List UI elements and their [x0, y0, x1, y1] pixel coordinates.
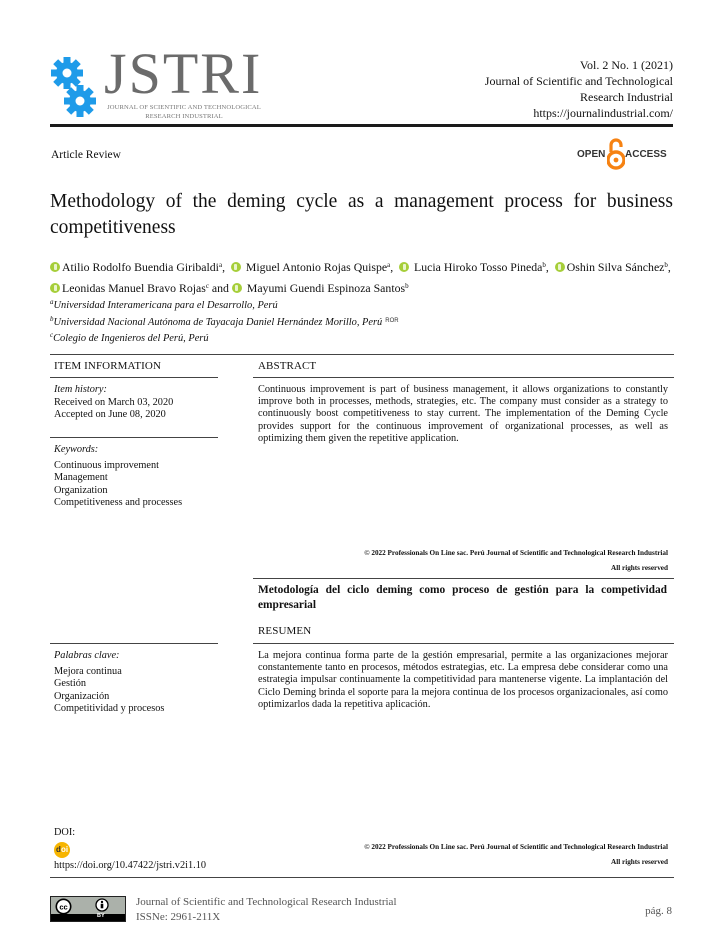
- orcid-icon[interactable]: [555, 262, 565, 272]
- abstract-heading: ABSTRACT: [258, 360, 317, 372]
- open-access-badge: [577, 137, 675, 171]
- keyword: Management: [54, 472, 108, 483]
- rights-reserved: All rights reserved: [611, 858, 668, 866]
- accepted-date: Accepted on June 08, 2020: [54, 409, 166, 420]
- svg-text:cc: cc: [59, 902, 68, 912]
- keyword: Continuous improvement: [54, 459, 159, 471]
- author-separator: ,: [222, 260, 228, 274]
- author-name[interactable]: Mayumi Guendi Espinoza Santos: [246, 281, 406, 295]
- author-separator: ,: [390, 260, 397, 274]
- author-separator: and: [208, 281, 232, 295]
- author-name[interactable]: Leonidas Manuel Bravo Rojas: [62, 281, 206, 295]
- cc-by-license-badge[interactable]: [50, 896, 126, 922]
- abstract-divider: [253, 377, 674, 378]
- author-affiliation-mark: a: [387, 261, 391, 269]
- author-affiliation-mark: b: [405, 282, 409, 290]
- received-date: Received on March 03, 2020: [54, 396, 174, 408]
- affiliation-mark: a: [50, 298, 54, 306]
- footer-journal-name: Journal of Scientific and Technological Research Industrial: [136, 896, 397, 908]
- doi-icon-d: d: [56, 845, 61, 854]
- section-divider: [50, 354, 674, 355]
- affiliation: [50, 296, 399, 313]
- copyright-notice-footer: [364, 840, 668, 870]
- journal-name-line1: Journal of Scientific and Technological: [484, 74, 673, 88]
- author: [552, 260, 671, 274]
- header-divider: [50, 124, 673, 127]
- affiliation: [50, 329, 399, 346]
- abstract-text: Continuous improvement is part of business management, it allows organizations to constantly improve both in processes, methods, strategies, etc. The company must consider as a strategy to continuously boost competitiveness to stay current. The implementation of the Deming Cycle provides support for the continuous improvement of organizational processes, as well as optimizing them given the repetitive application.: [258, 384, 668, 444]
- palabras-divider: [50, 643, 218, 644]
- keywords-divider: [50, 437, 218, 438]
- spanish-section-divider: [253, 578, 674, 579]
- by-label: BY: [97, 913, 105, 919]
- journal-url[interactable]: https://journalindustrial.com/: [533, 106, 673, 120]
- affiliation-text: Universidad Nacional Autónoma de Tayacaja Daniel Hernández Morillo, Perú: [53, 316, 383, 328]
- orcid-icon[interactable]: [50, 262, 60, 272]
- copyright-line: © 2022 Professionals On Line sac. Perú Journal of Scientific and Technological Research Industrial: [364, 549, 668, 557]
- author-separator: ,: [545, 260, 552, 274]
- author: [228, 260, 396, 274]
- page-number: pág. 8: [645, 905, 672, 917]
- resumen-text: La mejora continua forma parte de la gestión empresarial, permite a las organizaciones mejorar constantemente tanto en procesos, métodos estrategias, etc. La empresa debe considerar como una estrategia impulsar continuamente la competitividad para mantenerse vigente. La implantación del Ciclo Deming brinda el soporte para la mejora continua de los procesos organizacionales, así como optimizarlos dada la repetitiva aplicación.: [258, 650, 668, 710]
- footer-journal-info: [136, 895, 397, 925]
- affiliation-text: Universidad Interamericana para el Desarrollo, Perú: [53, 300, 278, 311]
- footer-issn: ISSNe: 2961-211X: [136, 911, 221, 923]
- item-information-heading: ITEM INFORMATION: [54, 360, 162, 372]
- palabras-clave-block: [54, 650, 164, 716]
- author-affiliation-mark: b: [664, 261, 668, 269]
- affiliation-text: Colegio de Ingenieros del Perú, Perú: [53, 333, 209, 344]
- journal-name-line2: Research Industrial: [580, 90, 673, 104]
- author-list: [50, 256, 675, 298]
- open-access-access-text: ACCESS: [625, 149, 667, 160]
- open-access-open-text: OPEN: [577, 149, 606, 160]
- logo-subtitle-line2: RESEARCH INDUSTRIAL: [145, 113, 223, 120]
- copyright-notice: [364, 546, 668, 576]
- item-history: [54, 384, 173, 422]
- keyword-es: Organización: [54, 690, 110, 702]
- author-name[interactable]: Miguel Antonio Rojas Quispe: [245, 260, 388, 274]
- keyword-es: Gestión: [54, 678, 87, 689]
- doi-label: DOI:: [54, 827, 76, 838]
- author-affiliation-mark: b: [542, 261, 546, 269]
- keyword: Organization: [54, 484, 108, 496]
- copyright-line: © 2022 Professionals On Line sac. Perú Journal of Scientific and Technological Research Industrial: [364, 843, 668, 851]
- cc-by-strip: [51, 914, 125, 921]
- keyword-es: Competitividad y procesos: [54, 703, 165, 714]
- footer-divider: [50, 877, 674, 878]
- doi-icon[interactable]: [54, 842, 70, 858]
- author: [50, 260, 228, 274]
- author-separator: ,: [667, 260, 671, 274]
- affiliation-mark: b: [50, 314, 54, 323]
- journal-logo-text: JSTRI: [104, 41, 263, 106]
- journal-gears-logo-icon: [50, 55, 98, 121]
- open-lock-icon: [607, 137, 625, 171]
- rights-reserved: All rights reserved: [611, 564, 668, 572]
- keywords-label: Keywords:: [54, 444, 99, 455]
- doi-icon-oi: oi: [61, 845, 69, 854]
- author: [232, 281, 409, 295]
- creative-commons-icon: [55, 898, 72, 915]
- author: [396, 260, 552, 274]
- orcid-icon[interactable]: [399, 262, 409, 272]
- item-info-divider: [50, 377, 218, 378]
- affiliation-mark: c: [50, 331, 54, 339]
- orcid-icon[interactable]: [231, 262, 241, 272]
- keyword-es: Mejora continua: [54, 665, 122, 677]
- orcid-icon[interactable]: [232, 283, 242, 293]
- logo-subtitle-line1: JOURNAL OF SCIENTIFIC AND TECHNOLOGICAL: [107, 104, 261, 111]
- author-affiliation-mark: c: [205, 282, 209, 290]
- attribution-person-icon: [95, 898, 109, 912]
- doi-link[interactable]: https://doi.org/10.47422/jstri.v2i1.10: [54, 860, 206, 871]
- affiliations: [50, 296, 399, 346]
- author-name[interactable]: Lucia Hiroko Tosso Pineda: [414, 260, 543, 274]
- article-type: Article Review: [51, 149, 121, 161]
- affiliation: [50, 313, 399, 330]
- article-title: Methodology of the deming cycle as a management process for business competitiveness: [50, 191, 673, 238]
- volume-issue: Vol. 2 No. 1 (2021): [579, 58, 673, 72]
- author-name[interactable]: Atilio Rodolfo Buendia Giribaldi: [62, 260, 219, 274]
- author-affiliation-mark: a: [218, 261, 223, 269]
- palabras-clave-label: Palabras clave:: [54, 650, 120, 661]
- author-name[interactable]: Oshin Silva Sánchez: [566, 260, 665, 274]
- journal-logo-subtitle: [104, 103, 264, 121]
- author: [50, 281, 232, 295]
- resumen-heading: RESUMEN: [258, 625, 312, 637]
- spanish-title: Metodología del ciclo deming como proceso de gestión para la competividad empresarial: [258, 584, 667, 611]
- journal-meta: [485, 57, 673, 121]
- keywords-block: [54, 444, 182, 510]
- keyword: Competitiveness and processes: [54, 497, 183, 508]
- resumen-divider: [253, 643, 674, 644]
- ror-icon[interactable]: ROR: [385, 317, 399, 324]
- orcid-icon[interactable]: [50, 283, 60, 293]
- item-history-label: Item history:: [54, 384, 107, 395]
